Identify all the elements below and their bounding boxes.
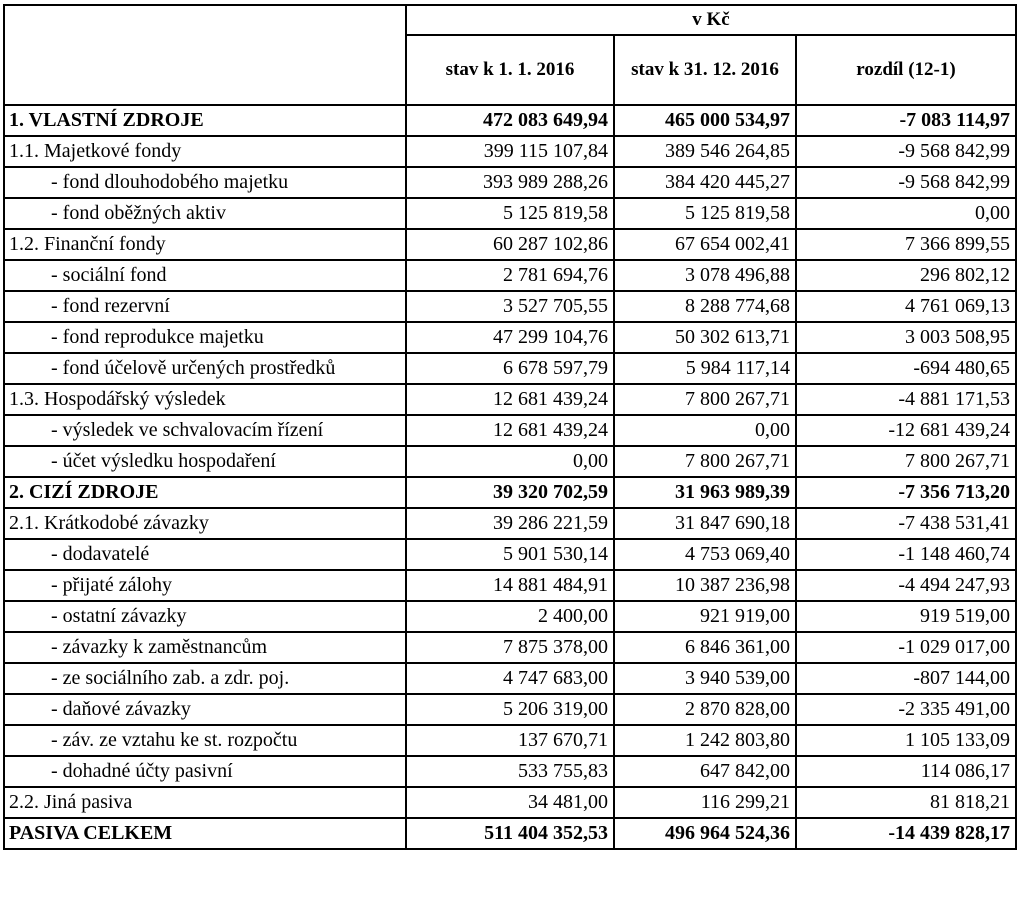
table-row — [4, 694, 1016, 725]
table-row — [4, 322, 1016, 353]
value-end: 647 842,00 — [614, 756, 796, 787]
table-row — [4, 198, 1016, 229]
value-diff: -1 029 017,00 — [796, 632, 1016, 663]
value-diff: 1 105 133,09 — [796, 725, 1016, 756]
table-row — [4, 446, 1016, 477]
value-end: 0,00 — [614, 415, 796, 446]
value-diff: -4 881 171,53 — [796, 384, 1016, 415]
value-end: 31 847 690,18 — [614, 508, 796, 539]
table-row — [4, 167, 1016, 198]
row-label: - fond rezervní — [4, 291, 406, 322]
value-start: 60 287 102,86 — [406, 229, 614, 260]
value-start: 34 481,00 — [406, 787, 614, 818]
row-label: - sociální fond — [4, 260, 406, 291]
value-end: 116 299,21 — [614, 787, 796, 818]
value-end: 921 919,00 — [614, 601, 796, 632]
value-diff: -9 568 842,99 — [796, 136, 1016, 167]
row-label: - fond oběžných aktiv — [4, 198, 406, 229]
row-label: - výsledek ve schvalovacím řízení — [4, 415, 406, 446]
row-label: - daňové závazky — [4, 694, 406, 725]
header-col-start: stav k 1. 1. 2016 — [406, 35, 614, 105]
table-row — [4, 508, 1016, 539]
value-end: 50 302 613,71 — [614, 322, 796, 353]
table-row — [4, 756, 1016, 787]
value-diff: -7 356 713,20 — [796, 477, 1016, 508]
value-diff: 3 003 508,95 — [796, 322, 1016, 353]
value-start: 7 875 378,00 — [406, 632, 614, 663]
value-diff: 114 086,17 — [796, 756, 1016, 787]
table-row — [4, 570, 1016, 601]
value-end: 4 753 069,40 — [614, 539, 796, 570]
table-row — [4, 539, 1016, 570]
value-diff: -4 494 247,93 — [796, 570, 1016, 601]
value-end: 31 963 989,39 — [614, 477, 796, 508]
value-start: 12 681 439,24 — [406, 384, 614, 415]
table-row — [4, 353, 1016, 384]
value-start: 39 320 702,59 — [406, 477, 614, 508]
value-end: 496 964 524,36 — [614, 818, 796, 849]
table-row — [4, 725, 1016, 756]
table-row — [4, 477, 1016, 508]
row-label: 2.2. Jiná pasiva — [4, 787, 406, 818]
value-start: 5 125 819,58 — [406, 198, 614, 229]
row-label: - dodavatelé — [4, 539, 406, 570]
value-end: 67 654 002,41 — [614, 229, 796, 260]
header-currency-label: v Kč — [406, 5, 1016, 35]
value-diff: -694 480,65 — [796, 353, 1016, 384]
row-label: 1.1. Majetkové fondy — [4, 136, 406, 167]
value-start: 6 678 597,79 — [406, 353, 614, 384]
value-end: 384 420 445,27 — [614, 167, 796, 198]
table-row — [4, 105, 1016, 136]
value-diff: 4 761 069,13 — [796, 291, 1016, 322]
value-start: 472 083 649,94 — [406, 105, 614, 136]
row-label: - závazky k zaměstnancům — [4, 632, 406, 663]
header-blank-cell — [4, 5, 406, 105]
value-diff: 7 800 267,71 — [796, 446, 1016, 477]
value-start: 137 670,71 — [406, 725, 614, 756]
value-diff: -2 335 491,00 — [796, 694, 1016, 725]
table-row — [4, 787, 1016, 818]
row-label: 2. CIZÍ ZDROJE — [4, 477, 406, 508]
value-end: 7 800 267,71 — [614, 446, 796, 477]
value-diff: 919 519,00 — [796, 601, 1016, 632]
table-body — [4, 105, 1016, 849]
liabilities-table — [3, 4, 1017, 850]
value-diff: 0,00 — [796, 198, 1016, 229]
value-diff: -12 681 439,24 — [796, 415, 1016, 446]
value-diff: -7 438 531,41 — [796, 508, 1016, 539]
value-start: 14 881 484,91 — [406, 570, 614, 601]
value-start: 393 989 288,26 — [406, 167, 614, 198]
value-start: 533 755,83 — [406, 756, 614, 787]
value-diff: -1 148 460,74 — [796, 539, 1016, 570]
value-end: 10 387 236,98 — [614, 570, 796, 601]
value-start: 0,00 — [406, 446, 614, 477]
value-diff: 81 818,21 — [796, 787, 1016, 818]
value-end: 1 242 803,80 — [614, 725, 796, 756]
value-start: 39 286 221,59 — [406, 508, 614, 539]
value-end: 3 940 539,00 — [614, 663, 796, 694]
value-start: 4 747 683,00 — [406, 663, 614, 694]
value-end: 5 125 819,58 — [614, 198, 796, 229]
value-end: 389 546 264,85 — [614, 136, 796, 167]
value-diff: -14 439 828,17 — [796, 818, 1016, 849]
table-row — [4, 632, 1016, 663]
row-label: - fond dlouhodobého majetku — [4, 167, 406, 198]
table-row — [4, 384, 1016, 415]
row-label: - záv. ze vztahu ke st. rozpočtu — [4, 725, 406, 756]
table-header — [4, 5, 1016, 105]
row-label: - fond reprodukce majetku — [4, 322, 406, 353]
header-row-top — [4, 5, 1016, 35]
row-label: 2.1. Krátkodobé závazky — [4, 508, 406, 539]
value-start: 2 400,00 — [406, 601, 614, 632]
row-label: 1.3. Hospodářský výsledek — [4, 384, 406, 415]
row-label: - fond účelově určených prostředků — [4, 353, 406, 384]
header-col-end: stav k 31. 12. 2016 — [614, 35, 796, 105]
value-end: 6 846 361,00 — [614, 632, 796, 663]
value-start: 5 206 319,00 — [406, 694, 614, 725]
value-start: 399 115 107,84 — [406, 136, 614, 167]
value-start: 5 901 530,14 — [406, 539, 614, 570]
value-end: 2 870 828,00 — [614, 694, 796, 725]
row-label: - dohadné účty pasivní — [4, 756, 406, 787]
row-label: PASIVA CELKEM — [4, 818, 406, 849]
table-row — [4, 291, 1016, 322]
value-diff: 296 802,12 — [796, 260, 1016, 291]
value-start: 3 527 705,55 — [406, 291, 614, 322]
value-diff: -807 144,00 — [796, 663, 1016, 694]
row-label: - ze sociálního zab. a zdr. poj. — [4, 663, 406, 694]
row-label: 1. VLASTNÍ ZDROJE — [4, 105, 406, 136]
row-label: - přijaté zálohy — [4, 570, 406, 601]
value-diff: -7 083 114,97 — [796, 105, 1016, 136]
value-end: 7 800 267,71 — [614, 384, 796, 415]
value-start: 47 299 104,76 — [406, 322, 614, 353]
row-label: 1.2. Finanční fondy — [4, 229, 406, 260]
row-label: - účet výsledku hospodaření — [4, 446, 406, 477]
value-start: 2 781 694,76 — [406, 260, 614, 291]
table-row — [4, 818, 1016, 849]
table-row — [4, 229, 1016, 260]
value-end: 3 078 496,88 — [614, 260, 796, 291]
value-start: 12 681 439,24 — [406, 415, 614, 446]
value-start: 511 404 352,53 — [406, 818, 614, 849]
table-row — [4, 260, 1016, 291]
table-row — [4, 415, 1016, 446]
value-diff: 7 366 899,55 — [796, 229, 1016, 260]
value-diff: -9 568 842,99 — [796, 167, 1016, 198]
header-col-diff: rozdíl (12-1) — [796, 35, 1016, 105]
table-row — [4, 663, 1016, 694]
table-row — [4, 136, 1016, 167]
row-label: - ostatní závazky — [4, 601, 406, 632]
value-end: 465 000 534,97 — [614, 105, 796, 136]
value-end: 5 984 117,14 — [614, 353, 796, 384]
value-end: 8 288 774,68 — [614, 291, 796, 322]
table-row — [4, 601, 1016, 632]
